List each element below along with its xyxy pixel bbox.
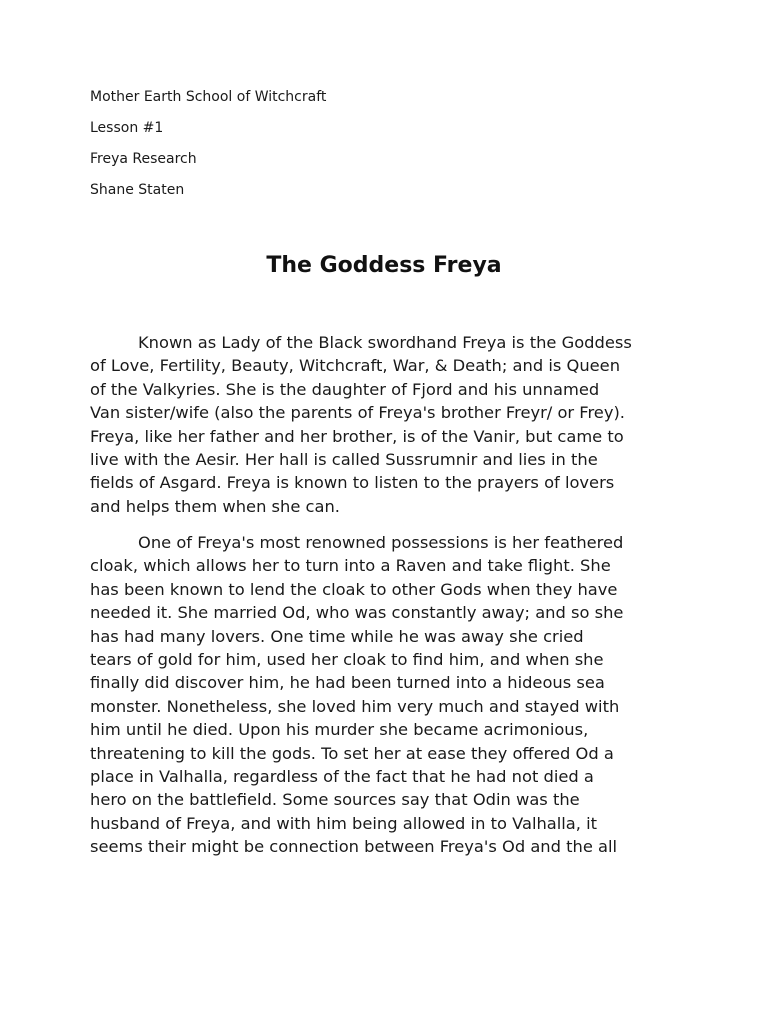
paragraph-line: seems their might be connection between Freya's Od and the all [90, 837, 618, 857]
paragraph-line: has been known to lend the cloak to other Gods when they have [90, 579, 618, 599]
paragraph-line: and helps them when she can. [90, 496, 340, 516]
paragraph-2 [90, 531, 690, 859]
paragraph-line: has had many lovers. One time while he was away she cried [90, 626, 584, 646]
paragraph-line: hero on the battlefield. Some sources say that Odin was the [90, 790, 580, 810]
paragraph-line: cloak, which allows her to turn into a Raven and take flight. She [90, 556, 611, 576]
paragraph-line: finally did discover him, he had been turned into a hideous sea [90, 673, 605, 693]
author-name: Shane Staten [90, 182, 185, 198]
paragraph-line: Van sister/wife (also the parents of Freya's brother Freyr/ or Frey). [90, 403, 625, 423]
paragraph-line: of Love, Fertility, Beauty, Witchcraft, War, & Death; and is Queen [90, 356, 621, 376]
paragraph-line: place in Valhalla, regardless of the fact that he had not died a [90, 767, 594, 787]
paragraph-line: Freya, like her father and her brother, is of the Vanir, but came to [90, 426, 624, 446]
document-title: The Goddess Freya [266, 253, 502, 278]
paragraph-line: monster. Nonetheless, she loved him very much and stayed with [90, 696, 620, 716]
paragraph-line: needed it. She married Od, who was constantly away; and so she [90, 603, 624, 623]
paragraph-line: Known as Lady of the Black swordhand Freya is the Goddess [138, 333, 632, 352]
school-name: Mother Earth School of Witchcraft [90, 89, 327, 105]
research-topic: Freya Research [90, 151, 197, 167]
paragraph-line: tears of gold for him, used her cloak to find him, and when she [90, 650, 604, 670]
paragraph-line: One of Freya's most renowned possessions is her feathered [138, 533, 624, 552]
lesson-number: Lesson #1 [90, 120, 164, 136]
paragraph-1 [90, 331, 690, 518]
paragraph-line: live with the Aesir. Her hall is called Sussrumnir and lies in the [90, 450, 598, 470]
paragraph-line: husband of Freya, and with him being allowed in to Valhalla, it [90, 813, 598, 833]
paragraph-line: of the Valkyries. She is the daughter of Fjord and his unnamed [90, 379, 600, 399]
paragraph-line: him until he died. Upon his murder she became acrimonious, [90, 720, 589, 740]
paragraph-line: threatening to kill the gods. To set her at ease they offered Od a [90, 743, 614, 763]
paragraph-line: fields of Asgard. Freya is known to listen to the prayers of lovers [90, 473, 615, 493]
